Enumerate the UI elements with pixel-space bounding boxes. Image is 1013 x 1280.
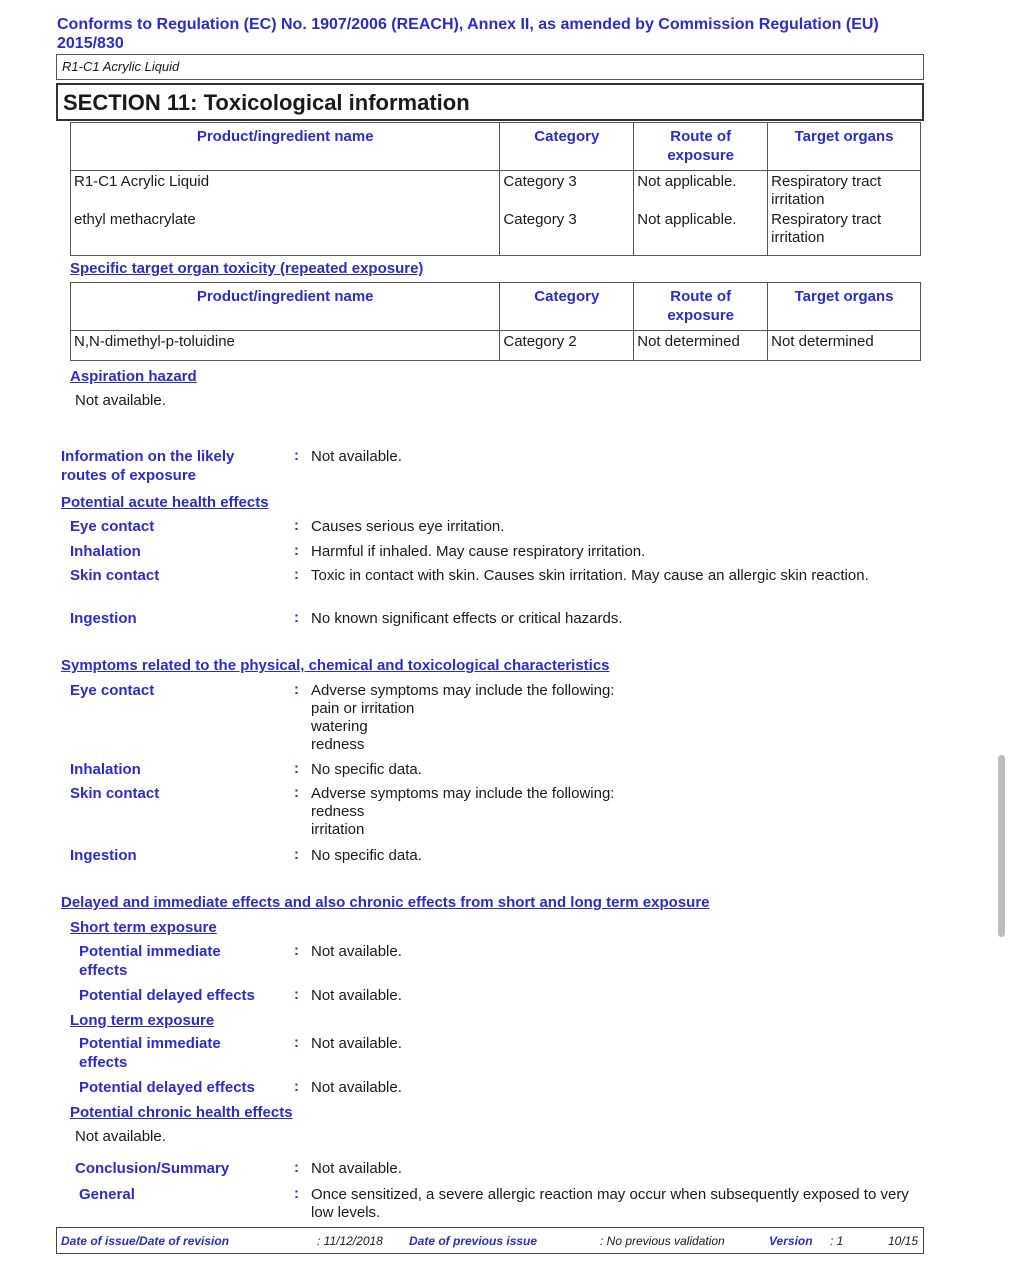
acute-ingestion-value: No known significant effects or critical hazards. xyxy=(311,610,623,627)
cell-organs: Not determined xyxy=(768,331,921,361)
vertical-scrollbar[interactable] xyxy=(998,755,1005,937)
col-header-route: Route of exposure xyxy=(634,283,768,331)
acute-skin-label: Skin contact xyxy=(70,567,160,584)
chronic-title: Potential chronic health effects xyxy=(70,1104,293,1121)
symptoms-ingestion-value: No specific data. xyxy=(311,847,422,864)
cell-category: Category 3 xyxy=(503,211,577,228)
short-immediate-label: Potential immediate effects xyxy=(79,943,221,979)
col-header-name: Product/ingredient name xyxy=(71,283,500,331)
cell-category: Category 2 xyxy=(500,331,634,361)
cell-route: Not applicable. xyxy=(637,173,737,190)
acute-inhalation-value: Harmful if inhaled. May cause respiratory irritation. xyxy=(311,543,646,560)
symptoms-skin-label: Skin contact xyxy=(70,785,160,802)
long-delayed-value: Not available. xyxy=(311,1079,402,1096)
col-header-category: Category xyxy=(500,283,634,331)
cell-name: ethyl methacrylate xyxy=(74,211,196,228)
symptom-line: redness xyxy=(311,803,365,820)
col-header-organs: Target organs xyxy=(768,123,921,171)
regulation-header: Conforms to Regulation (EC) No. 1907/2006 (REACH), Annex II, as amended by Commission Regulation (EU) 2015/830 xyxy=(57,16,879,52)
short-term-title: Short term exposure xyxy=(70,919,217,936)
version-label: Version xyxy=(769,1234,813,1248)
aspiration-value: Not available. xyxy=(75,392,166,409)
conclusion-label: Conclusion/Summary xyxy=(75,1160,230,1177)
date-issue-label: Date of issue/Date of revision xyxy=(61,1234,230,1248)
symptoms-eye-value xyxy=(311,682,614,754)
short-delayed-label: Potential delayed effects xyxy=(79,987,255,1004)
symptoms-eye-label: Eye contact xyxy=(70,682,155,699)
previous-issue-label: Date of previous issue xyxy=(409,1234,538,1248)
cell-name: N,N-dimethyl-p-toluidine xyxy=(71,331,500,361)
symptoms-title: Symptoms related to the physical, chemical and toxicological characteristics xyxy=(61,657,610,674)
cell-route: Not determined xyxy=(634,331,768,361)
likely-routes-label: Information on the likely routes of exposure xyxy=(61,448,235,484)
general-value: Once sensitized, a severe allergic reaction may occur when subsequently exposed to very low levels. xyxy=(311,1186,909,1221)
table-row xyxy=(71,331,921,361)
symptoms-ingestion-label: Ingestion xyxy=(70,847,137,864)
acute-ingestion-label: Ingestion xyxy=(70,610,137,627)
long-immediate-label: Potential immediate effects xyxy=(79,1035,221,1071)
acute-title: Potential acute health effects xyxy=(61,494,269,511)
symptoms-inhalation-value: No specific data. xyxy=(311,761,422,778)
stot-repeated-table xyxy=(70,282,921,361)
cell-route: Not applicable. xyxy=(637,211,737,228)
col-header-route: Route of exposure xyxy=(634,123,768,171)
version-value: : 1 xyxy=(830,1234,844,1248)
cell-name: R1-C1 Acrylic Liquid xyxy=(74,173,210,190)
acute-eye-value: Causes serious eye irritation. xyxy=(311,518,505,535)
stot-single-table xyxy=(70,122,921,256)
cell-organs: Respiratory tract irritation xyxy=(771,211,882,246)
symptom-line: Adverse symptoms may include the following: xyxy=(311,682,615,699)
likely-routes-value: Not available. xyxy=(311,448,402,465)
long-delayed-label: Potential delayed effects xyxy=(79,1079,255,1096)
symptom-line: Adverse symptoms may include the following: xyxy=(311,785,615,802)
acute-eye-label: Eye contact xyxy=(70,518,155,535)
date-issue-value: : 11/12/2018 xyxy=(317,1234,383,1248)
previous-issue-value: : No previous validation xyxy=(600,1234,725,1248)
product-name-box xyxy=(56,54,924,80)
stot-repeated-title: Specific target organ toxicity (repeated exposure) xyxy=(70,260,424,277)
delayed-title: Delayed and immediate effects and also chronic effects from short and long term exposure xyxy=(61,894,710,911)
cell-category: Category 3 xyxy=(503,173,577,190)
page-number: 10/15 xyxy=(888,1234,919,1248)
acute-inhalation-label: Inhalation xyxy=(70,543,141,560)
symptoms-skin-value xyxy=(311,785,614,839)
section-title: SECTION 11: Toxicological information xyxy=(56,83,924,121)
acute-skin-value: Toxic in contact with skin. Causes skin irritation. May cause an allergic skin reaction. xyxy=(311,567,869,584)
col-header-category: Category xyxy=(500,123,634,171)
symptoms-inhalation-label: Inhalation xyxy=(70,761,141,778)
symptom-line: irritation xyxy=(311,821,365,838)
chronic-value: Not available. xyxy=(75,1128,166,1145)
general-label: General xyxy=(79,1186,135,1203)
short-delayed-value: Not available. xyxy=(311,987,402,1004)
symptom-line: pain or irritation xyxy=(311,700,415,717)
page-footer xyxy=(56,1227,924,1254)
col-header-organs: Target organs xyxy=(768,283,921,331)
col-header-name: Product/ingredient name xyxy=(71,123,500,171)
long-term-title: Long term exposure xyxy=(70,1012,215,1029)
long-immediate-value: Not available. xyxy=(311,1035,402,1052)
cell-organs: Respiratory tract irritation xyxy=(771,173,882,208)
aspiration-title: Aspiration hazard xyxy=(70,368,197,385)
symptom-line: redness xyxy=(311,736,365,753)
product-name: R1-C1 Acrylic Liquid xyxy=(62,59,180,74)
conclusion-value: Not available. xyxy=(311,1160,402,1177)
short-immediate-value: Not available. xyxy=(311,943,402,960)
table-row xyxy=(71,171,921,256)
symptom-line: watering xyxy=(311,718,368,735)
